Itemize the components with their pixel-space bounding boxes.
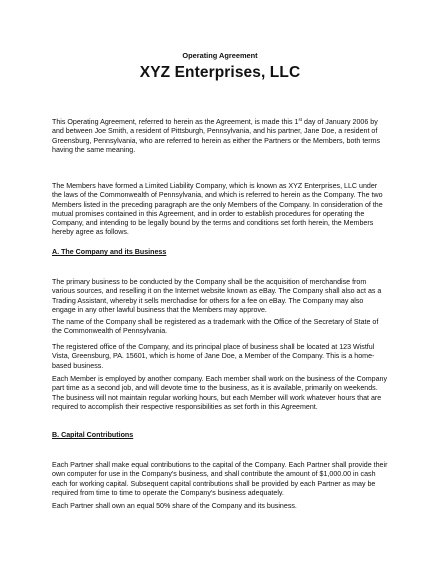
intro-text-before: This Operating Agreement, referred to herein as the Agreement, is made this 1 [52,118,299,126]
section-b-paragraph-2: Each Partner shall own an equal 50% share of the Company and its business. [52,502,297,510]
section-b-heading: B. Capital Contributions [52,431,134,439]
intro-paragraph [52,118,388,155]
section-a-paragraph-1: The primary business to be conducted by the Company shall be the acquisition of merchandise from various sources, and reselling it on the Internet website known as eBay. The Company shall also act as a Trading Assistant, whereby it sells merchadise for others for a fee on eBay. The Company may also engage in any other lawful business that the Members may approve. [52,278,382,314]
section-a-paragraph-3: The registered office of the Company, and its principal place of business shall be located at 123 Wistful Vista, Greensburg, PA. 15601, which is home of Jane Doe, a Member of the Company. This is a home-based business. [52,343,375,370]
intro-text-after: day of January 2006 by and between Joe Smith, a resident of Pittsburgh, Pennsylvania, and his partner, Jane Doe, a resident of Greensburg, Pennsylvania, who are referred to herein as either the Partners or the Members, both terms having the same meaning. [52,118,381,154]
section-a-paragraph-2: The name of the Company shall be registered as a trademark with the Office of the Secretary of State of the Commonwealth of Pennsylvania. [52,318,379,336]
recital-paragraph: The Members have formed a Limited Liability Company, which is known as XYZ Enterprises, LLC under the laws of the Commonwealth of Pennsylvania, and which is referred to herein as the Company. The two Members listed in the preceding paragraph are the only Members of the Company. In consideration of the mutual promises contained in this Agreement, and in order to establish procedures for operating the Company, and intending to be legally bound by the terms and conditions set forth herein, the Members hereby agree as follows. [52,182,383,237]
section-b-paragraph-1: Each Partner shall make equal contributions to the capital of the Company. Each Partner shall provide their own computer for use in the Company's business, and shall contribute the amount of $1,000.00 in cash each for working capital. Subsequent capital contributions shall be provided by each Partner as may be required from time to time to operate the Company's business adequately. [52,461,388,497]
document-title: XYZ Enterprises, LLC [139,64,301,81]
section-a-paragraph-4: Each Member is employed by another company. Each member shall work on the business of the Company part time as a second job, and will devote time to the business, as it is available, primarily on weekends. The business will not maintain regular working hours, but each Member will work whatever hours that are required to accomplish their respective responsibilities as set forth in this Agreement. [52,375,388,411]
intro-ordinal-suffix: st [298,117,303,122]
document-kicker: Operating Agreement [182,51,258,60]
section-a-heading: A. The Company and its Business [52,248,167,256]
